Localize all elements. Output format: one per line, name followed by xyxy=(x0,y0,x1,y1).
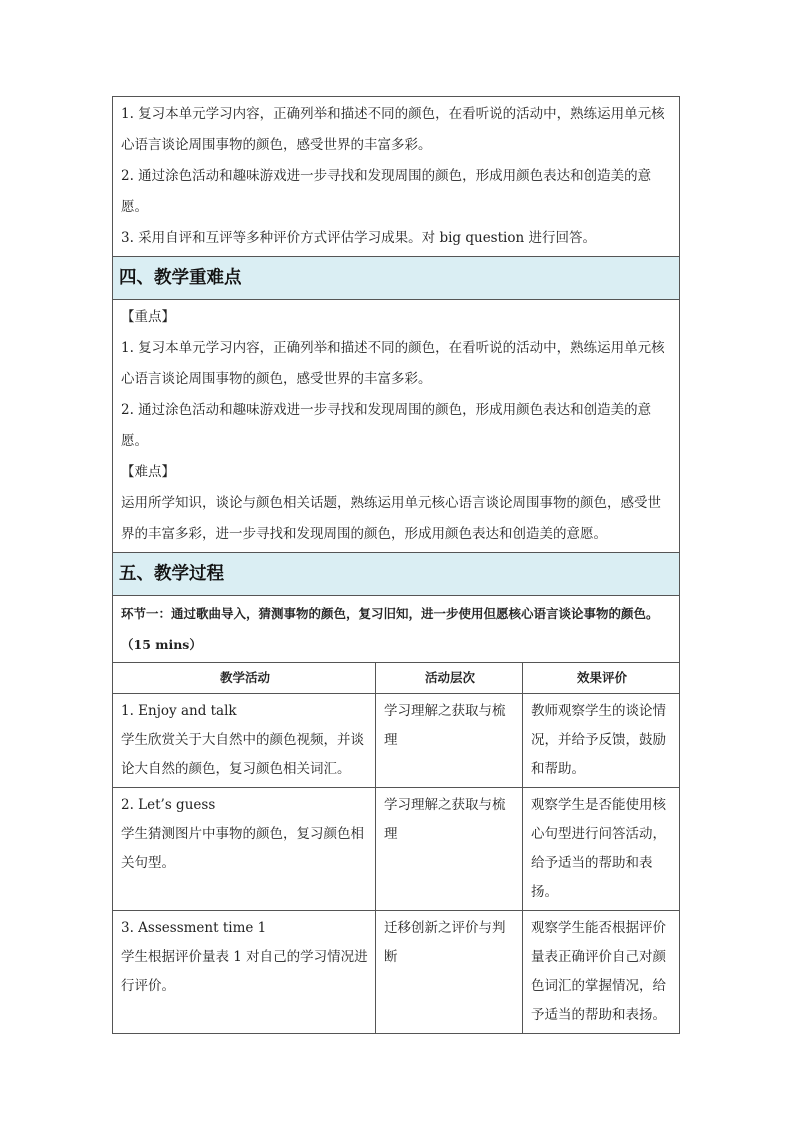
activity-title: 1. Enjoy and talk xyxy=(121,703,237,719)
key-difficult-points-block xyxy=(113,300,679,553)
activity-level: 迁移创新之评价与判断 xyxy=(384,920,506,965)
row-3-evaluation xyxy=(523,911,679,1034)
activity-table xyxy=(113,663,679,1034)
key-point-2: 2. 通过涂色活动和趣味游戏进一步寻找和发现周围的颜色，形成用颜色表达和创造美的意愿。 xyxy=(121,402,652,449)
row-3-level xyxy=(376,911,523,1034)
row-2-activity xyxy=(113,788,376,911)
key-point-1: 1. 复习本单元学习内容，正确列举和描述不同的颜色，在看听说的活动中，熟练运用单元核心语言谈论周围事物的颜色，感受世界的丰富多彩。 xyxy=(121,340,665,387)
row-1-evaluation xyxy=(523,694,679,788)
lesson-plan-table xyxy=(112,96,680,1034)
activity-level: 学习理解之获取与梳理 xyxy=(384,703,506,748)
row-1-activity xyxy=(113,694,376,788)
objective-1: 1. 复习本单元学习内容，正确列举和描述不同的颜色，在看听说的活动中，熟练运用单元核心语言谈论周围事物的颜色，感受世界的丰富多彩。 xyxy=(121,106,665,153)
row-2-level xyxy=(376,788,523,911)
section-5-heading: 五、教学过程 xyxy=(113,553,679,596)
activity-description: 学生欣赏关于大自然中的颜色视频，并谈论大自然的颜色，复习颜色相关词汇。 xyxy=(121,732,364,777)
difficult-points-label: 【难点】 xyxy=(121,464,175,480)
objectives-block xyxy=(113,97,679,257)
activity-title: 2. Let’s guess xyxy=(121,797,216,813)
activity-description: 学生根据评价量表 1 对自己的学习情况进行评价。 xyxy=(121,949,368,994)
header-evaluation: 效果评价 xyxy=(523,663,679,694)
row-1-level xyxy=(376,694,523,788)
section-4-heading: 四、教学重难点 xyxy=(113,257,679,300)
activity-level: 学习理解之获取与梳理 xyxy=(384,797,506,842)
objective-2: 2. 通过涂色活动和趣味游戏进一步寻找和发现周围的颜色，形成用颜色表达和创造美的意愿。 xyxy=(121,168,652,215)
row-3-activity xyxy=(113,911,376,1034)
header-activity: 教学活动 xyxy=(113,663,376,694)
row-2-evaluation xyxy=(523,788,679,911)
activity-evaluation: 教师观察学生的谈论情况，并给予反馈，鼓励和帮助。 xyxy=(531,703,666,777)
stage-1-block xyxy=(113,596,679,663)
activity-evaluation: 观察学生是否能使用核心句型进行问答活动，给予适当的帮助和表扬。 xyxy=(531,797,666,900)
difficult-point-text: 运用所学知识，谈论与颜色相关话题，熟练运用单元核心语言谈论周围事物的颜色，感受世界的丰富多彩，进一步寻找和发现周围的颜色，形成用颜色表达和创造美的意愿。 xyxy=(121,495,661,542)
stage-1-description: 环节一：通过歌曲导入，猜测事物的颜色，复习旧知，进一步使用但愿核心语言谈论事物的颜色。（15 mins） xyxy=(121,606,659,652)
activity-title: 3. Assessment time 1 xyxy=(121,920,267,936)
objective-3: 3. 采用自评和互评等多种评价方式评估学习成果。对 big question 进行回答。 xyxy=(121,230,596,246)
header-level: 活动层次 xyxy=(376,663,523,694)
activity-evaluation: 观察学生能否根据评价量表正确评价自己对颜色词汇的掌握情况，给予适当的帮助和表扬。 xyxy=(531,920,666,1023)
activity-description: 学生猜测图片中事物的颜色，复习颜色相关句型。 xyxy=(121,826,364,871)
key-points-label: 【重点】 xyxy=(121,309,175,325)
